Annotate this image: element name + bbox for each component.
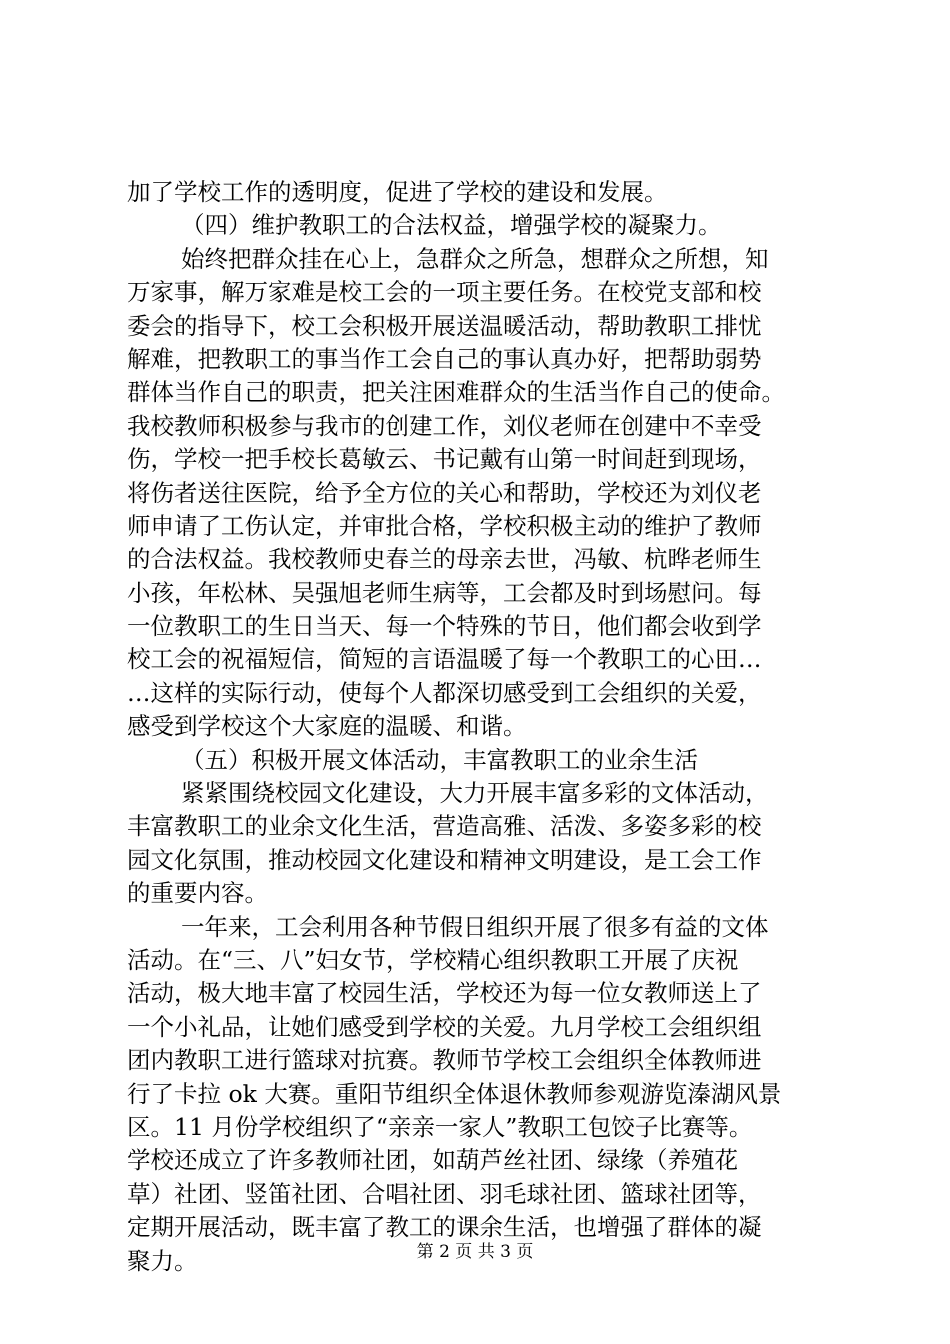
text-line: 定期开展活动，既丰富了教工的课余生活，也增强了群体的凝 (127, 1213, 762, 1242)
text-line: 我校教师积极参与我市的创建工作，刘仪老师在创建中不幸受 (127, 411, 762, 440)
text-line: 万家事，解万家难是校工会的一项主要任务。在校党支部和校 (127, 278, 762, 307)
text-line: 一个小礼品，让她们感受到学校的关爱。九月学校工会组织组 (127, 1012, 762, 1041)
text-line: 活动，极大地丰富了校园生活，学校还为每一位女教师送上了 (127, 979, 762, 1008)
text-line: 解难，把教职工的事当作工会自己的事认真办好，把帮助弱势 (127, 344, 762, 373)
text-line: 群体当作自己的职责，把关注困难群众的生活当作自己的使命。 (127, 378, 785, 407)
text-line: 师申请了工伤认定，并审批合格，学校积极主动的维护了教师 (127, 511, 762, 540)
text-line: 行了卡拉 ok 大赛。重阳节组织全体退休教师参观游览溱湖风景 (127, 1079, 782, 1108)
text-line: 团内教职工进行篮球对抗赛。教师节学校工会组织全体教师进 (127, 1046, 762, 1075)
text-line: 区。11 月份学校组织了“亲亲一家人”教职工包饺子比赛等。 (127, 1112, 753, 1141)
text-line: 的重要内容。 (127, 879, 268, 908)
text-line: 始终把群众挂在心上，急群众之所急，想群众之所想，知 (181, 244, 769, 273)
text-line: 感受到学校这个大家庭的温暖、和谐。 (127, 712, 527, 741)
body-text (127, 176, 827, 1278)
text-line: 园文化氛围，推动校园文化建设和精神文明建设，是工会工作 (127, 845, 762, 874)
text-line: 小孩，年松林、吴强旭老师生病等，工会都及时到场慰问。每 (127, 578, 762, 607)
text-line: 紧紧围绕校园文化建设，大力开展丰富多彩的文体活动， (181, 779, 769, 808)
page-footer: 第 2 页 共 3 页 (416, 1242, 534, 1262)
text-line: 的合法权益。我校教师史春兰的母亲去世，冯敏、杭晔老师生 (127, 545, 762, 574)
text-line: 学校还成立了许多教师社团，如葫芦丝社团、绿缘（养殖花 (127, 1146, 738, 1175)
text-line: 一位教职工的生日当天、每一个特殊的节日，他们都会收到学 (127, 612, 762, 641)
text-line: 草）社团、竖笛社团、合唱社团、羽毛球社团、篮球社团等， (127, 1179, 762, 1208)
text-line: 一年来，工会利用各种节假日组织开展了很多有益的文体 (181, 912, 769, 941)
text-line: 委会的指导下，校工会积极开展送温暖活动，帮助教职工排忧 (127, 311, 762, 340)
text-line: 将伤者送往医院，给予全方位的关心和帮助，学校还为刘仪老 (127, 478, 762, 507)
text-line: 伤，学校一把手校长葛敏云、书记戴有山第一时间赶到现场， (127, 445, 762, 474)
text-line: 校工会的祝福短信，简短的言语温暖了每一个教职工的心田… (127, 645, 762, 674)
text-line: 聚力。 (127, 1246, 198, 1275)
text-line: （四）维护教职工的合法权益，增强学校的凝聚力。 (181, 211, 722, 240)
text-line: 活动。在“三、八”妇女节，学校精心组织教职工开展了庆祝 (127, 945, 739, 974)
text-line: 加了学校工作的透明度，促进了学校的建设和发展。 (127, 178, 668, 206)
text-line: （五）积极开展文体活动，丰富教职工的业余生活 (181, 745, 698, 774)
text-line: …这样的实际行动，使每个人都深切感受到工会组织的关爱， (127, 678, 762, 707)
text-line: 丰富教职工的业余文化生活，营造高雅、活泼、多姿多彩的校 (127, 812, 762, 841)
